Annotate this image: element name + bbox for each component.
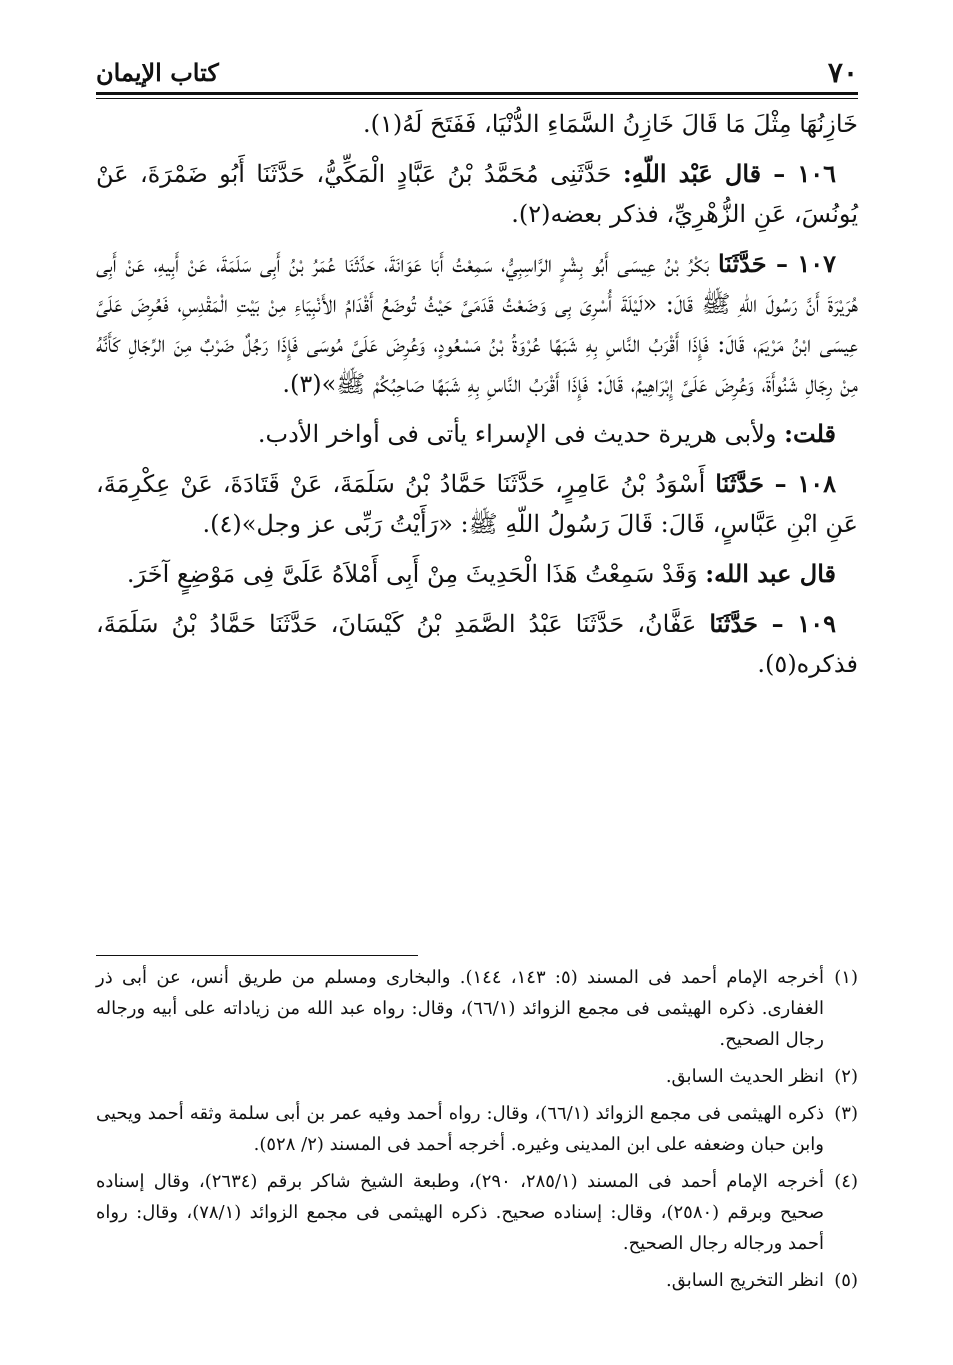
footnote-4: [96, 1166, 858, 1259]
footnote-number: (١): [834, 967, 858, 988]
footnote-number: (٣): [834, 1103, 858, 1124]
continuation-line: خَازِنُهَا مِثْلَ مَا قَالَ خَازِنُ السَّمَاءِ الدُّنْيَا، فَفَتَحَ لَهُ(١).: [362, 110, 858, 138]
hadith-108-text: أَسْوَدُ بْنُ عَامِرٍ، حَدَّثَنَا حَمَّادُ بْنُ سَلَمَةَ، عَنْ قَتَادَةَ، عَنْ عِكْرِمَةَ، عَنِ ابْنِ عَبَّاسٍ، قَالَ: قَالَ رَسُولُ اللّهِ ﷺ: «رَأَيْتُ رَبِّى عز وجل»(٤).: [96, 470, 858, 538]
hadith-108-lead: ١٠٨ – حَدَّثَنَا: [715, 469, 837, 498]
footnote-number: (٤): [834, 1171, 858, 1192]
footnote-2: [96, 1061, 858, 1092]
hadith-108: [96, 464, 858, 544]
hadith-107: [96, 244, 858, 404]
footnote-1: [96, 962, 858, 1055]
note-qult-lead: قلت:: [784, 419, 836, 448]
hadith-109-text: عَفَّانُ، حَدَّثَنَا عَبْدُ الصَّمَدِ بْنُ كَيْسَانَ، حَدَّثَنَا حَمَّادُ بْنُ سَلَمَةَ، فذكره(٥).: [96, 610, 858, 678]
hadith-106: [96, 154, 858, 234]
hadith-107-text: بَكْرُ بْنُ عِيسَى أَبُو بِشْرٍ الرَّاسِبِيُّ، سَمِعْتُ أَبَا عَوَانَةَ، حَدَّثَنَا عُمَرُ بْنُ أَبِى سَلَمَةَ، عَنْ أَبِيهِ، عَنْ أَبِى هُرَيْرَةَ أَنَّ رَسُولَ اللّهِ ﷺ قَالَ: «لَيْلَةَ أُسْرِىَ بِى وَضَعْتُ قَدَمَىَّ حَيْثُ تُوضَعُ أَقْدَامُ الأَنْبِيَاءِ مِنْ بَيْتِ الْمَقْدِسِ، فَعُرِضَ عَلَىَّ عِيسَى ابْنُ مَرْيَمَ، قَالَ: فَإِذَا أَقْرَبُ النَّاسِ بِهِ شَبَهًا عُرْوَةُ بْنُ مَسْعُودٍ، وَعُرِضَ عَلَىَّ مُوسَى فَإِذَا رَجُلٌ ضَرْبٌ مِنَ الرِّجَالِ كَأَنَّهُ مِنْ رِجَالِ شَنُوأَةَ، وَعُرِضَ عَلَىَّ إِبْرَاهِيمُ، قَالَ: فَإِذَا أَقْرَبُ النَّاسِ بِهِ شَبَهًا صَاحِبُكُمْ ﷺ»(٣).: [96, 250, 858, 398]
footnote-rule: [96, 955, 418, 956]
hadith-109-lead: ١٠٩ – حَدَّثَنَا: [709, 609, 837, 638]
running-title: كتاب الإيمان: [96, 58, 219, 87]
header-rule: [96, 92, 858, 95]
hadith-106-lead: ١٠٦ – قال عَبْد اللّهِ:: [622, 159, 836, 188]
hadith-109: [96, 604, 858, 684]
page-number: ٧٠: [827, 56, 858, 89]
note-abdullah-text: وَقَدْ سَمِعْتُ هَذَا الْحَدِيثَ مِنْ أَبِى أَمْلاَهُ عَلَىَّ فِى مَوْضِعٍ آخَرَ.: [126, 560, 706, 588]
note-qult: [96, 414, 858, 454]
footnote-text: ذكره الهيثمى فى مجمع الزوائد (٦٦/١)، وقال: رواه أحمد وفيه عمر بن أبى سلمة وثقه أحمد ويحيى وابن حبان وضعفه على ابن المدينى وغيره. أخرجه أحمد فى المسند (٢/ ٥٢٨).: [96, 1103, 824, 1155]
header-rule-thin: [96, 98, 858, 99]
footnote-5: [96, 1265, 858, 1296]
note-abdullah-lead: قال عبد الله:: [705, 559, 836, 588]
footnote-text: أخرجه الإمام أحمد فى المسند (٥: ١٤٣، ١٤٤). والبخارى ومسلم من طريق أنس، عن أبى ذر الغفارى. ذكره الهيثمى فى مجمع الزوائد (٦٦/١)، وقال: رواه عبد الله من زياداته على أبيه ورجاله رجال الصحيح.: [96, 967, 824, 1050]
footnote-text: انظر الحديث السابق.: [665, 1066, 824, 1087]
note-qult-text: ولأبى هريرة حديث فى الإسراء يأتى فى أواخر الأدب.: [257, 420, 785, 448]
footnote-3: [96, 1098, 858, 1160]
footnote-number: (٢): [834, 1066, 858, 1087]
footnote-text: أخرجه الإمام أحمد فى المسند (٢٨٥/١، ٢٩٠)، وطبعة الشيخ شاكر برقم (٢٦٣٤)، وقال إسناده صحيح وبرقم (٢٥٨٠)، وقال: إسناده صحيح. ذكره الهيثمى فى مجمع الزوائد (٧٨/١)، وقال: رواه أحمد ورجاله رجال الصحيح.: [96, 1171, 825, 1254]
footnote-number: (٥): [834, 1270, 858, 1291]
page-header: [96, 52, 858, 96]
footnote-text: انظر التخريج السابق.: [665, 1270, 824, 1291]
hadith-107-lead: ١٠٧ – حَدَّثَنَا: [717, 249, 836, 278]
main-text: [96, 104, 858, 694]
footnotes: [96, 962, 858, 1302]
hadith-106-text: حَدَّثَنِى مُحَمَّدُ بْنُ عَبَّادٍ الْمَكِّيُّ، حَدَّثَنَا أَبُو ضَمْرَةَ، عَنْ يُونُسَ، عَنِ الزُّهْرِيِّ، فذكر بعضه(٢).: [96, 160, 858, 228]
note-abdullah: [96, 554, 858, 594]
